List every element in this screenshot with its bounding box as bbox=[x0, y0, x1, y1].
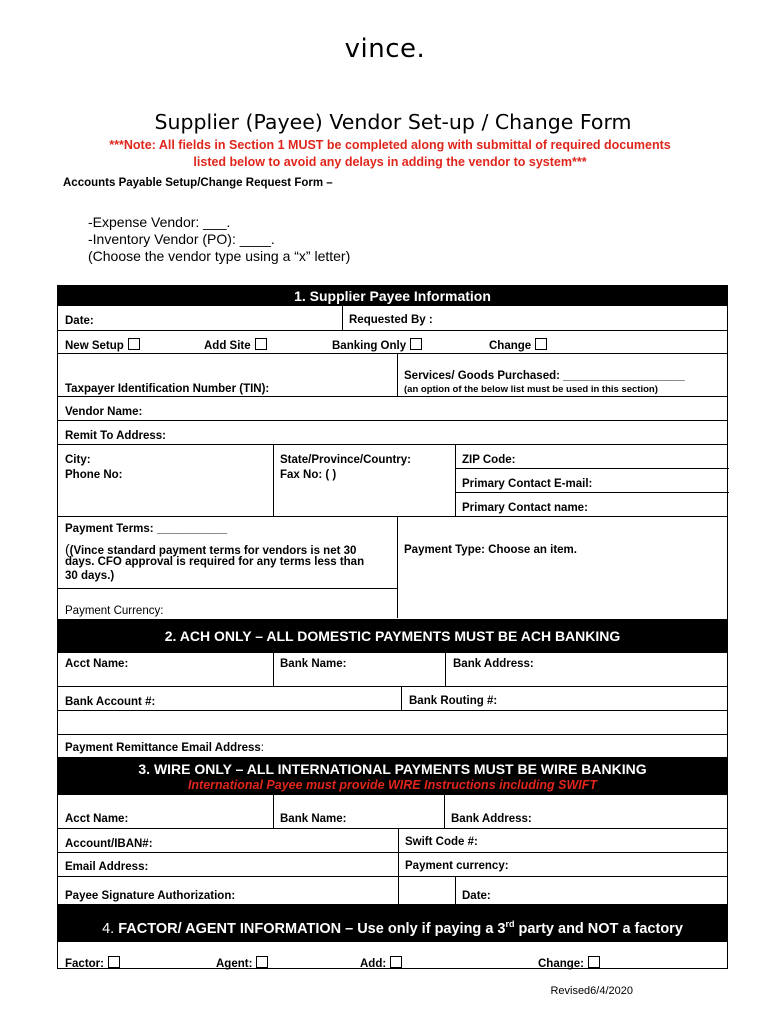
add-option[interactable]: Add: bbox=[360, 956, 402, 970]
signature-date-label[interactable]: Date: bbox=[462, 890, 491, 902]
vendor-name-label[interactable]: Vendor Name: bbox=[65, 406, 143, 418]
expense-vendor-line[interactable]: -Expense Vendor: ___. bbox=[88, 214, 231, 230]
wire-acct-name-label[interactable]: Acct Name: bbox=[65, 813, 129, 825]
ap-request-label: Accounts Payable Setup/Change Request Form – bbox=[63, 177, 333, 189]
ach-bank-routing-label[interactable]: Bank Routing #: bbox=[409, 695, 498, 707]
tin-label[interactable]: Taxpayer Identification Number (TIN): bbox=[65, 383, 270, 395]
remittance-email-label[interactable]: Payment Remittance Email Address: bbox=[65, 742, 264, 754]
change-checkbox[interactable] bbox=[535, 338, 547, 350]
fax-label[interactable]: Fax No: ( ) bbox=[280, 469, 337, 481]
section1-header: 1. Supplier Payee Information bbox=[58, 286, 727, 306]
ach-bank-name-label[interactable]: Bank Name: bbox=[280, 658, 347, 670]
payment-terms-label[interactable]: Payment Terms: ___________ bbox=[65, 523, 228, 535]
payment-type-dropdown[interactable]: Payment Type: Choose an item. bbox=[404, 544, 577, 556]
page-title: Supplier (Payee) Vendor Set-up / Change Form bbox=[154, 110, 632, 134]
account-iban-label[interactable]: Account/IBAN#: bbox=[65, 838, 153, 850]
swift-code-label[interactable]: Swift Code #: bbox=[405, 836, 478, 848]
state-label[interactable]: State/Province/Country: bbox=[280, 454, 411, 466]
services-note: (an option of the below list must be used in this section) bbox=[404, 384, 658, 395]
ach-bank-address-label[interactable]: Bank Address: bbox=[453, 658, 534, 670]
wire-bank-address-label[interactable]: Bank Address: bbox=[451, 813, 532, 825]
section3-header: 3. WIRE ONLY – ALL INTERNATIONAL PAYMENTS MUST BE WIRE BANKING bbox=[138, 761, 647, 777]
terms-note-line-3: 30 days.) bbox=[65, 570, 115, 582]
add-site-checkbox[interactable] bbox=[255, 338, 267, 350]
contact-name-label[interactable]: Primary Contact name: bbox=[462, 502, 588, 514]
add-checkbox[interactable] bbox=[390, 956, 402, 968]
zip-label[interactable]: ZIP Code: bbox=[462, 454, 516, 466]
signature-label[interactable]: Payee Signature Authorization: bbox=[65, 890, 236, 902]
ach-acct-name-label[interactable]: Acct Name: bbox=[65, 658, 129, 670]
factor-checkbox[interactable] bbox=[108, 956, 120, 968]
contact-email-label[interactable]: Primary Contact E-mail: bbox=[462, 478, 593, 490]
vendor-type-block bbox=[88, 214, 350, 265]
agent-option[interactable]: Agent: bbox=[216, 956, 268, 970]
banking-only-option[interactable]: Banking Only bbox=[332, 338, 422, 352]
services-purchased-label[interactable]: Services/ Goods Purchased: ___________________ bbox=[404, 370, 685, 382]
section2-header: 2. ACH ONLY – ALL DOMESTIC PAYMENTS MUST BE ACH BANKING bbox=[58, 619, 727, 653]
terms-note-line-1: ((Vince standard payment terms for vendors is net 30 bbox=[65, 541, 357, 557]
factor-change-option[interactable]: Change: bbox=[538, 956, 600, 970]
note-line-1: ***Note: All fields in Section 1 MUST be completed along with submittal of required documents bbox=[109, 138, 671, 152]
requested-by-label[interactable]: Requested By : bbox=[349, 314, 433, 326]
city-label[interactable]: City: bbox=[65, 454, 91, 466]
factor-option[interactable]: Factor: bbox=[65, 956, 120, 970]
factor-change-checkbox[interactable] bbox=[588, 956, 600, 968]
new-setup-checkbox[interactable] bbox=[128, 338, 140, 350]
change-option[interactable]: Change bbox=[489, 338, 547, 352]
note-line-2: listed below to avoid any delays in adding the vendor to system*** bbox=[193, 155, 587, 169]
terms-note-line-2: days. CFO approval is required for any terms less than bbox=[65, 556, 365, 568]
agent-checkbox[interactable] bbox=[256, 956, 268, 968]
required-note bbox=[0, 137, 770, 171]
vendor-type-instruction: (Choose the vendor type using a “x” letter) bbox=[88, 248, 351, 264]
new-setup-option[interactable]: New Setup bbox=[65, 338, 140, 352]
wire-bank-name-label[interactable]: Bank Name: bbox=[280, 813, 347, 825]
phone-label[interactable]: Phone No: bbox=[65, 469, 123, 481]
remit-to-label[interactable]: Remit To Address: bbox=[65, 430, 166, 442]
wire-currency-label[interactable]: Payment currency: bbox=[405, 860, 509, 872]
revision-date: Revised6/4/2020 bbox=[550, 985, 633, 997]
ach-bank-account-label[interactable]: Bank Account #: bbox=[65, 696, 156, 708]
banking-only-checkbox[interactable] bbox=[410, 338, 422, 350]
add-site-option[interactable]: Add Site bbox=[204, 338, 267, 352]
payment-currency-label[interactable]: Payment Currency: bbox=[65, 605, 164, 617]
date-field-label[interactable]: Date: bbox=[65, 315, 94, 327]
vince-logo: vince. bbox=[344, 34, 426, 64]
section4-header: 4. FACTOR/ AGENT INFORMATION – Use only if paying a 3rd party and NOT a factory bbox=[58, 904, 727, 942]
inventory-vendor-line[interactable]: -Inventory Vendor (PO): ____. bbox=[88, 231, 275, 247]
section3-subheader: International Payee must provide WIRE Instructions including SWIFT bbox=[187, 778, 598, 792]
section3-header-block bbox=[58, 757, 727, 795]
wire-email-label[interactable]: Email Address: bbox=[65, 861, 149, 873]
vendor-form bbox=[57, 285, 728, 969]
